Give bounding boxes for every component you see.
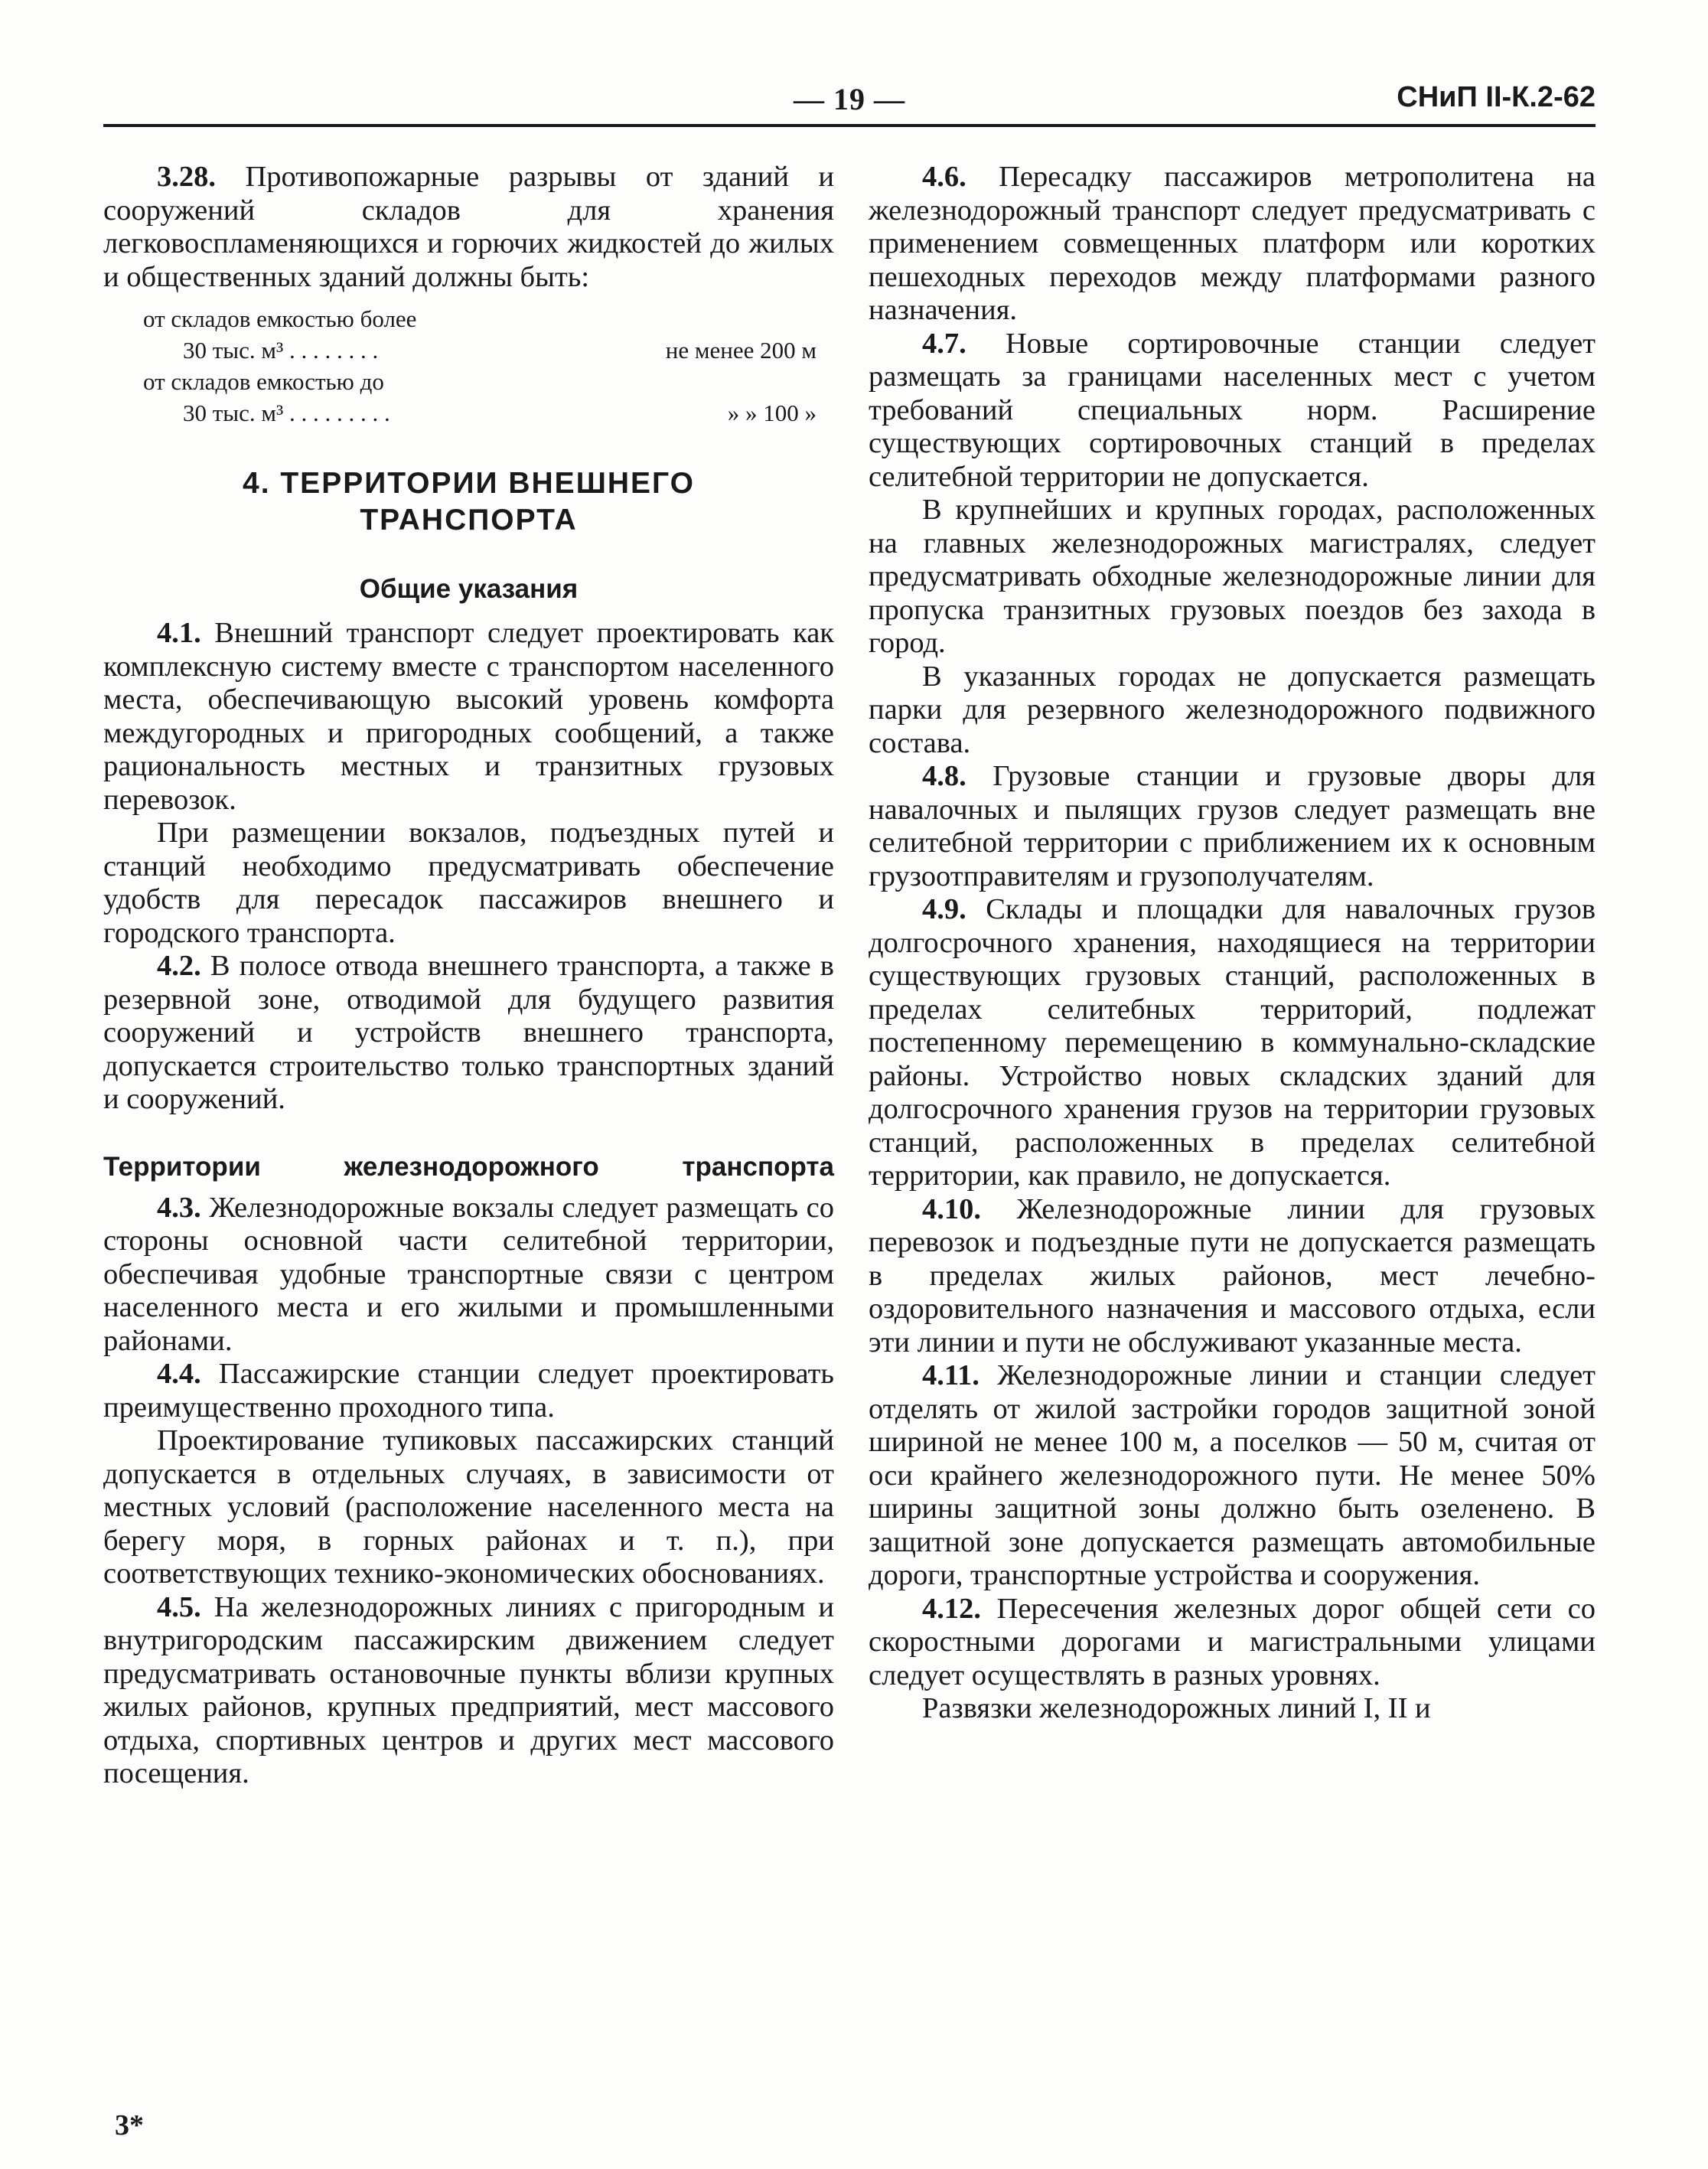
paragraph-4-8 — [869, 760, 1596, 893]
clause-text: Пересечения железных дорог общей сети со скоростными дорогами и магистральными улицами следует осуществлять в разных уровнях. — [869, 1592, 1596, 1691]
document-code: СНиП II-К.2-62 — [1397, 81, 1596, 113]
paragraph-4-12-continued: Развязки железнодорожных линий I, II и — [922, 1692, 1431, 1724]
clause-number: 4.9. — [922, 893, 966, 925]
clause-text: Новые сортировочные станции следует размещать за границами населенных мест с учетом требований специальных норм. Расширение существующих сортировочных станций в пределах селитебной территории не допускается. — [869, 327, 1596, 493]
spec-label-b: 30 тыс. м³ . . . . . . . . . — [183, 400, 390, 426]
clause-number: 4.7. — [922, 327, 966, 360]
clause-text: Внешний транспорт следует проектировать как комплексную систему вместе с транспортом населенного места, обеспечивающую высокий уровень комфорта междугородных и пригородных сообщений, а также рациональность местных и транзитных грузовых перевозок. — [103, 617, 834, 816]
paragraph-4-6 — [869, 161, 1596, 328]
spec-value: не менее 200 м — [665, 337, 817, 364]
paragraph-4-2 — [103, 950, 834, 1117]
paragraph-4-5 — [103, 1591, 834, 1791]
spec-label-b: 30 тыс. м³ . . . . . . . . — [183, 337, 379, 364]
left-column — [103, 161, 834, 1791]
page-number: — 19 — — [794, 82, 905, 116]
paragraph-4-7-continued-2: В указанных городах не допускается размещать парки для резервного железнодорожного подвижного состава. — [869, 660, 1596, 759]
subsection-title-general: Общие указания — [359, 574, 579, 604]
clause-text: Противопожарные разрывы от зданий и сооружений складов для хранения легковоспламеняющихся и горючих жидкостей до жилых и общественных зданий должны быть: — [103, 161, 834, 293]
spec-label-a: от складов емкостью более — [143, 305, 417, 332]
subsection-title-railway: Территории железнодорожного транспорта — [103, 1151, 834, 1182]
paragraph-3-28 — [103, 161, 834, 294]
paragraph-4-3 — [103, 1192, 834, 1358]
page-header — [103, 75, 1596, 127]
clause-text: Железнодорожные вокзалы следует размещать со стороны основной части селитебной территории, обеспечивая удобные транспортные связи с центром населенного места и его жилыми и промышленными районами. — [103, 1191, 834, 1357]
paragraph-4-9 — [869, 893, 1596, 1193]
section-title: 4. ТЕРРИТОРИИ ВНЕШНЕГО ТРАНСПОРТА — [243, 467, 695, 537]
distance-spec-list — [143, 303, 817, 429]
clause-text: Железнодорожные линии для грузовых перевозок и подъездные пути не допускается размещать в пределах жилых районов, мест лечебно-оздоровительного назначения и массового отдыха, если эти линии и пути не обслуживают указанные места. — [869, 1192, 1596, 1358]
spec-item — [143, 366, 817, 429]
clause-text: Грузовые станции и грузовые дворы для навалочных и пылящих грузов следует размещать вне селитебной территории с приближением их к основным грузоотправителям и грузополучателям. — [869, 760, 1596, 892]
clause-number: 4.2. — [157, 950, 201, 982]
spec-value: » » 100 » — [727, 400, 817, 426]
clause-number: 4.3. — [157, 1191, 201, 1224]
clause-text: Склады и площадки для навалочных грузов долгосрочного хранения, находящиеся на территории существующих грузовых станций, расположенных в пределах селитебных территорий, подлежат постепенному перемещению в коммунально-складские районы. Устройство новых складских зданий для долгосрочного хранения грузов на территории грузовых станций, расположенных в пределах селитебной территории, как правило, не допускается. — [869, 893, 1596, 1192]
clause-number: 4.6. — [922, 161, 966, 193]
paragraph-4-12 — [869, 1593, 1596, 1693]
clause-number: 4.11. — [922, 1359, 979, 1391]
paragraph-4-7 — [869, 328, 1596, 494]
paragraph-4-7-continued: В крупнейших и крупных городах, расположенных на главных железнодорожных магистралях, следует предусматривать обходные железнодорожные линии для пропуска транзитных грузовых поездов без захода в город. — [869, 494, 1596, 659]
signature-mark: 3* — [115, 2109, 144, 2141]
clause-number: 4.5. — [157, 1590, 201, 1623]
paragraph-4-1-continued: При размещении вокзалов, подъездных путей и станций необходимо предусматривать обеспечение удобств для пересадок пассажиров внешнего и городского транспорта. — [103, 817, 834, 949]
paragraph-4-1 — [103, 617, 834, 817]
paragraph-4-11 — [869, 1359, 1596, 1593]
spec-label-a: от складов емкостью до — [143, 368, 384, 395]
paragraph-4-4-continued: Проектирование тупиковых пассажирских станций допускается в отдельных случаях, в зависимости от местных условий (расположение населенного места на берегу моря, в горных районах и т. п.), при соответствующих технико-экономических обоснованиях. — [103, 1424, 834, 1590]
clause-number: 3.28. — [157, 161, 216, 193]
clause-number: 4.1. — [157, 617, 201, 649]
clause-number: 4.4. — [157, 1358, 201, 1390]
clause-number: 4.8. — [922, 760, 966, 792]
clause-number: 4.10. — [922, 1192, 981, 1225]
clause-number: 4.12. — [922, 1592, 981, 1625]
clause-text: На железнодорожных линиях с пригородным и внутригородским пассажирским движением следует предусматривать остановочные пункты вблизи крупных жилых районов, крупных предприятий, мест массового отдыха, спортивных центров и других мест массового посещения. — [103, 1590, 834, 1789]
clause-text: Железнодорожные линии и станции следует отделять от жилой застройки городов защитной зоной шириной не менее 100 м, а поселков — 50 м, считая от оси крайнего железнодорожного пути. Не менее 50% ширины защитной зоны должно быть озеленено. В защитной зоне допускается размещать автомобильные дороги, транспортные устройства и сооружения. — [869, 1359, 1596, 1591]
spec-item — [143, 303, 817, 366]
clause-text: Пересадку пассажиров метрополитена на железнодорожный транспорт следует предусматривать с применением совмещенных платформ или коротких пешеходных переходов между платформами разного назначения. — [869, 161, 1596, 326]
paragraph-4-10 — [869, 1193, 1596, 1360]
paragraph-4-4 — [103, 1358, 834, 1424]
clause-text: В полосе отвода внешнего транспорта, а также в резервной зоне, отводимой для будущего развития сооружений и устройств внешнего транспорта, допускается строительство только транспортных зданий и сооружений. — [103, 950, 834, 1115]
right-column — [869, 161, 1596, 1726]
clause-text: Пассажирские станции следует проектировать преимущественно проходного типа. — [103, 1358, 834, 1424]
